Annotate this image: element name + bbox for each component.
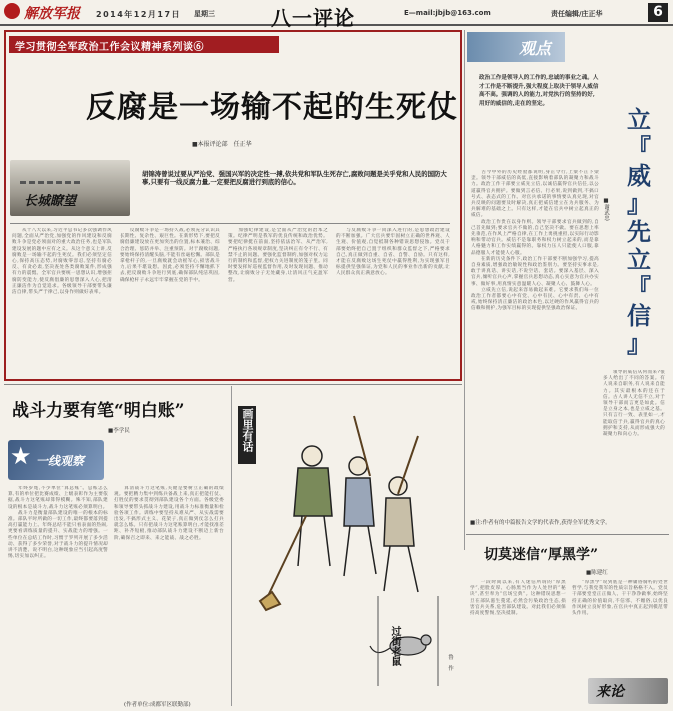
logo-mark-icon	[4, 3, 20, 19]
combat-headline: 战斗力要有笔“明白账”	[12, 401, 185, 421]
column-divider	[464, 386, 465, 536]
viewpoint-badge-label: 观点	[519, 39, 552, 58]
great-wall-crenel-icon	[20, 170, 80, 184]
column-divider	[231, 386, 232, 706]
cartoon-artist	[446, 654, 454, 674]
civilian-figure-icon	[344, 457, 376, 576]
body-column: 领导的威信从何而来?很多人给出了不同的答案。有人说来自职务,有人说来自能力。其实最根本的还在于信。古人讲人无信不立,对于领导干部而言更是如此。信是立身之本,也是立威之基。只有言行一致、表里如一,才能取信于兵,赢得官兵的真心拥护和支持,从而形成强大的凝聚力和向心力。	[603, 370, 665, 438]
divider	[466, 534, 669, 535]
combat-footer: (作者单位:成都军区联勤部)	[124, 702, 191, 708]
bottom-right-badge-label: 来论	[596, 684, 624, 700]
title-char: 立	[627, 245, 651, 274]
soldier-figure-icon	[294, 446, 332, 566]
viewpoint-author: ■谢武忠	[603, 198, 609, 221]
issue-weekday: 星期三	[194, 10, 215, 18]
cartoon-panel	[234, 386, 462, 708]
body-column: 一段时间以来,有人迷信所谓的“厚黑学”,把脸皮厚、心肠黑当作为人处世的“秘诀”,甚至奉为“官场宝典”。这种错误思想一旦在部队滋生蔓延,必然会污染政治生态,损害官兵关系,危害部队建设。对此我们必须保持高度警惕,坚决抵制。	[470, 580, 566, 617]
newspaper-logo	[4, 2, 84, 22]
viewpoint-badge	[467, 32, 565, 62]
title-char: 信	[627, 301, 651, 330]
author-note: ■注:作者有的中篇报告文学的代表作,获得全军优秀文学。	[470, 520, 611, 526]
bottom-right-byline: ■陈建红	[586, 570, 608, 576]
viewpoint-article	[467, 30, 669, 550]
body-column: 算清战斗力这笔账,关键是要树立正确的政绩观。要把精力集中到练兵备战上来,真正把能打仗、打胜仗的要求贯彻到部队建设各个方面。各级党委和领导要带头抓战斗力建设,用战斗力标准衡量和检验各项工作。训练中要坚持从难从严、从实战需要出发,不搞形式主义、花架子,真正做到仗怎么打兵就怎么练。只有把战斗力这笔账算明白,才能找准差距、补齐短板,推动部队战斗力建设不断迈上新台阶,确保召之即来、来之能战、战之必胜。	[114, 486, 224, 541]
series-banner	[9, 36, 279, 53]
body-column: 从十八大以来,习近平总书记多次强调作风问题,全面从严治党,加强党的作风建设和反腐败斗争是党必须面对的重大政治任务,也是军队建设发展的题中应有之义。从这个意义上讲,反腐败是一场输不起的生死仗。我们必须坚定信心,保持高压态势,对腐败零容忍,坚持有腐必反、有贪必肃,坚决查处各类腐败案件,形成强有力的震慑。全军官兵要统一思想认识,增强拒腐防变能力,使反腐倡廉的思想深入人心,把清正廉洁作为自觉追求。各级领导干部要带头廉洁自律,带头严于律己,以身作则做好表率。	[12, 228, 112, 296]
viewpoint-vertical-title	[619, 106, 659, 358]
broom-icon	[260, 516, 306, 610]
title-char: 先	[627, 217, 651, 246]
contact-email: E—mail:jbjb@163.com	[404, 9, 491, 17]
section-title: 八一评论	[271, 6, 355, 30]
combat-byline: ■李学民	[108, 428, 130, 434]
title-char: 『	[627, 273, 651, 302]
viewpoint-intro: 政治工作是领导人的工作的,忠诚的事业之魂。人才工作是不断提升,强大程度上取决于领导人威信高不高。强调的人的能力,对党执行的坚持的好,用好的威信的,走在的坚定。	[479, 75, 599, 107]
feature-article	[4, 30, 462, 381]
divider	[10, 223, 450, 224]
column-badge-label: 一线观察	[36, 454, 85, 468]
column-badge	[10, 160, 130, 216]
body-column: 年终岁尾,不少单位“算总账”。总账怎么算,有的单位把比赛成绩、上级表彰作为主要依据,战斗力这笔账却算得模糊。殊不知,部队建设的根本是战斗力,战斗力这笔账必须算明白。 战斗力是衡量部队建设的唯一的根本的标准。部队平时所做的一切工作,最终都要落到提高打赢能力上。年终总结不能只看表面的热闹,更要看训练质量的提升、实战能力的增强。一些单位在总结工作时,习惯于罗列开展了多少活动、获得了多少荣誉,对于战斗力的提升情况却讲不清楚、说不明白,这种现象应当引起高度警惕,切实加以纠正。	[8, 486, 108, 560]
title-char: 威	[627, 161, 651, 190]
masthead	[0, 0, 673, 30]
logo-text: 解放军报	[24, 6, 80, 22]
cartoon-caption-text: 过街老鼠	[389, 626, 400, 666]
bottom-right-headline: 切莫迷信“厚黑学”	[484, 547, 599, 563]
cartoon-artist-text: 鲁 作	[447, 654, 453, 671]
rat-icon	[370, 635, 431, 655]
cartoon-label-text: 画里有话	[241, 408, 254, 452]
title-char: 』	[627, 329, 651, 358]
body-column: 与反腐败斗争一同深入进行的,是思想政治建设的不断加强。广大官兵要牢固树立正确的世界观、人生观、价值观,自觉抵制各种错误思想侵蚀。党员干部要始终把自己置于组织和群众监督之下,严格要求自己,真正做到自重、自省、自警、自励。只有这样,才能在反腐败这场生死仗中赢得胜利,为实现强军目标提供坚强保证,为党和人民的事业作出新的贡献,让人民群众真正满意放心。	[336, 228, 450, 277]
column-badge	[8, 440, 104, 480]
cartoon-caption	[388, 626, 400, 670]
column-badge-label: 长城瞭望	[24, 194, 77, 209]
cartoon-label	[238, 406, 256, 464]
headline: 反腐是一场输不起的生死仗	[86, 90, 458, 125]
series-title: 学习贯彻全军政治工作会议精神系列谈⑥	[15, 42, 204, 53]
civilian-figure-icon	[384, 477, 418, 592]
page-number: 6	[648, 3, 668, 22]
cartoon-illustration	[258, 396, 454, 696]
combat-article	[4, 386, 229, 708]
title-char: 立	[627, 105, 651, 134]
issue-date: 2014年12月17日	[96, 10, 182, 19]
title-char: 『	[627, 133, 651, 162]
body-column: “厚黑学”说到底是一种庸俗腐朽的处世哲学,与我党我军的性质宗旨格格不入。党员干部要堂堂正正做人、干干净净做事,始终坚持正确的价值取向,不信邪、不媚俗,以优良作风树立良好形象,在官兵中真正起到模范带头作用。	[572, 580, 668, 617]
body-column: 反腐败斗争是一场持久战,必须充分认识其长期性、复杂性、艰巨性。在新形势下,要把反腐倡廉建设放在更加突出的位置,标本兼治、综合治理、惩防并举、注重预防。对于腐败问题,要始终保持清醒头脑,不能有丝毫松懈。部队是拿枪杆子的,一旦腐败就会动摇军心,损害战斗力,后果不堪设想。因此,必须坚持不懈地抓下去,把反腐败斗争进行到底,确保部队纯洁巩固,确保枪杆子永远牢牢掌握在党的手中。	[120, 228, 220, 283]
lead-paragraph: 胡锦涛曾说过要从严治党、强国兴军的决定性一搏,依共党和军队生死存亡,腐败问题是关乎党和人民的国防大事,只要有一线反腐力量,一定要把反腐进行到底的信心。	[142, 170, 447, 187]
byline: ■本报评论部 任正华	[192, 141, 252, 148]
star-icon: ★	[10, 442, 32, 470]
body-column: 加强纪律建设,是全面从严治党的治本之策。纪律严明是我军的优良传统和政治优势。要把纪律挺在前面,坚持依法治军、从严治军,严格执行各项规章制度,坚决纠正有令不行、有禁不止的问题。要强化监督制约,加强对权力运行的制约和监督,把权力关进制度的笼子里。同时要发挥好巡视监督作用,及时发现问题、推动整改,让腐败分子无处藏身,让清风正气充盈军营。	[228, 228, 328, 283]
divider	[4, 384, 462, 385]
bottom-right-badge	[588, 678, 668, 704]
body-column: 古今中外的历史经验都说明,身正令行,上梁不正下梁歪。领导干部威信的高低,直接影响着部队的凝聚力和战斗力。政治工作干部要立威先立信,以诚信赢得官兵信任,以公道赢得官兵拥护。要做到言必信、行必果,说到做到,不搞口号式、表态式的工作。对官兵承诺的事情要认真兑现,对官兵反映的问题要及时解决,真正把威信建立在为兵服务、为兵解难的基础之上。只有这样,才能在官兵中树立起真正的威信。 政治工作贵在以身作则。领导干部要求官兵做到的,自己首先做到;要求官兵不做的,自己坚决不做。要在思想上率先垂范,在作风上严格自律,在工作上勇挑重担,以实际行动影响和带动官兵。威信不是靠职务和权力树立起来的,而是靠人格魅力和工作实绩赢得的。靠权力压人只能使人口服,靠品德服人才能使人心服。 在新的历史条件下,政治工作干部要不断加强学习,提高自身素质,增强政治敏锐性和政治鉴别力。要坚持实事求是,敢于讲真话、讲实话,不说空话、套话。要深入基层、深入官兵,倾听官兵心声,掌握官兵思想动态,真心实意为官兵办实事、做好事,用真情实意温暖人心、凝聚人心、鼓舞人心。 立威先立信,说起来容易做起来难。它要求我们每一位政治工作者都要心中有党、心中有民、心中有责、心中有戒,始终保持清正廉洁的政治本色,以过硬的作风赢得官兵的信赖和拥护,为强军目标的实现提供坚强政治保证。	[471, 170, 599, 312]
editor-credit: 责任编辑/庄正华	[551, 10, 603, 18]
title-char: 』	[627, 189, 651, 218]
bottom-right-article	[466, 536, 671, 708]
